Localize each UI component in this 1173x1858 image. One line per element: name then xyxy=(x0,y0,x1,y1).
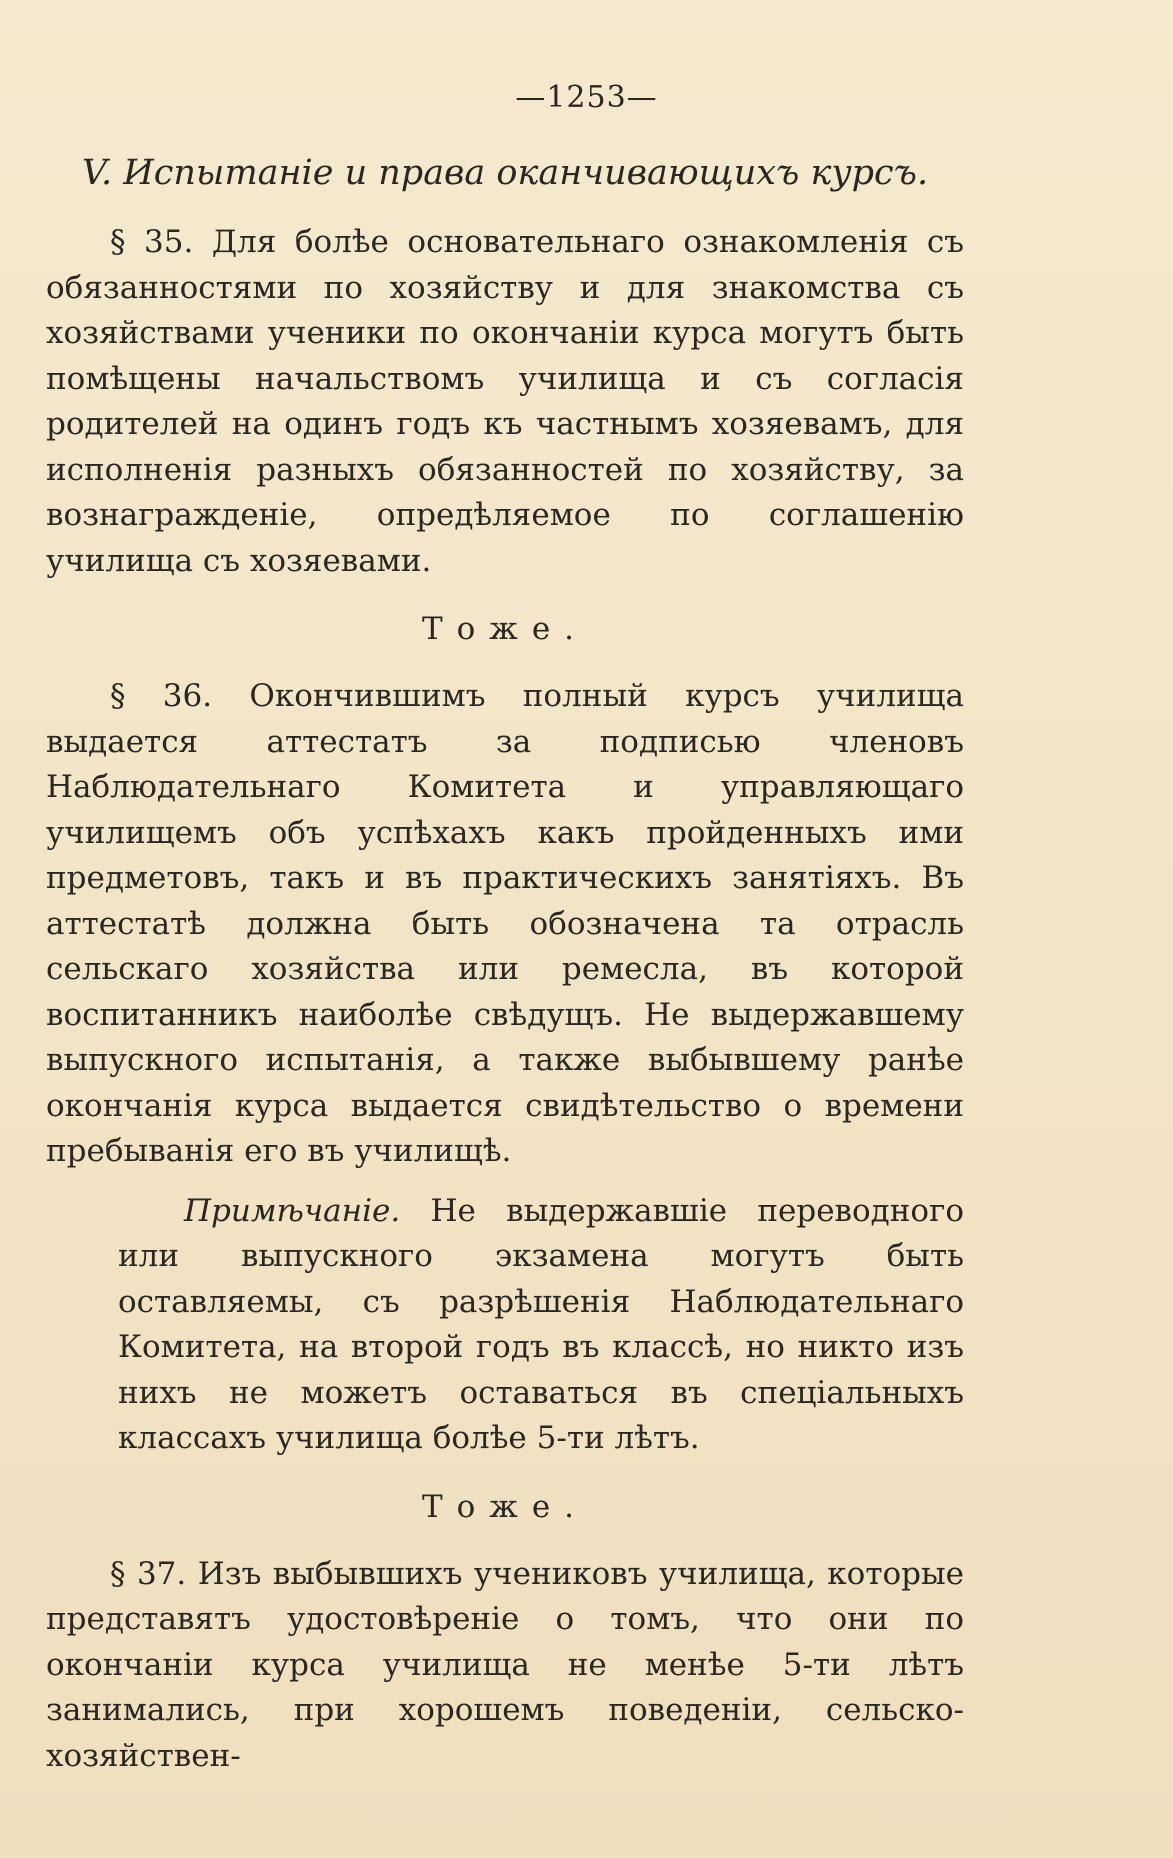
section-36-note xyxy=(118,1189,964,1462)
section-37-text: § 37. Изъ выбывшихъ учениковъ училища, которые представятъ удостовѣреніе о томъ, что они по окончаніи курса училища не менѣе 5-ти лѣтъ занимались, при хорошемъ поведеніи, сельско-хозяйствен- xyxy=(46,1555,964,1774)
section-37-heading: Тоже. xyxy=(421,1488,589,1525)
section-35-text: § 35. Для болѣе основательнаго ознакомленія съ обязанностями по хозяйству и для знакомства съ хозяйствами ученики по окончаніи курса могутъ быть помѣщены начальствомъ училища и съ согласія родителей на одинъ годъ къ частнымъ хозяевамъ, для исполненія разныхъ обязанностей по хозяйству, за вознагражденіе, опредѣляемое по соглашенію училища съ хозяевами. xyxy=(46,224,964,579)
page-content xyxy=(46,148,964,1779)
note-label: Примѣчаніе. xyxy=(184,1192,401,1229)
chapter-title: V. Испытаніе и права оканчивающихъ курсъ. xyxy=(81,153,929,193)
note-text: Не выдержавшіе переводного или выпускного экзамена могутъ быть оставляемы, съ разрѣшенія Наблюдательнаго Комитета, на второй годъ въ классѣ, но никто изъ нихъ не можетъ оставаться въ спеціальныхъ классахъ училища болѣе 5-ти лѣтъ. xyxy=(118,1192,964,1456)
page-number: —1253— xyxy=(515,80,658,115)
section-36-text: § 36. Окончившимъ полный курсъ училища выдается аттестатъ за подписью членовъ Наблюдательнаго Комитета и управляющаго училищемъ объ успѣхахъ какъ пройденныхъ ими предметовъ, такъ и въ практическихъ занятіяхъ. Въ аттестатѣ должна быть обозначена та отрасль сельскаго хозяйства или ремесла, въ которой воспитанникъ наиболѣе свѣдущъ. Не выдержавшему выпускного испытанія, а также выбывшему ранѣе окончанія курса выдается свидѣтельство о времени пребыванія его въ училищѣ. xyxy=(46,678,964,1169)
section-36-heading: Тоже. xyxy=(421,611,589,647)
